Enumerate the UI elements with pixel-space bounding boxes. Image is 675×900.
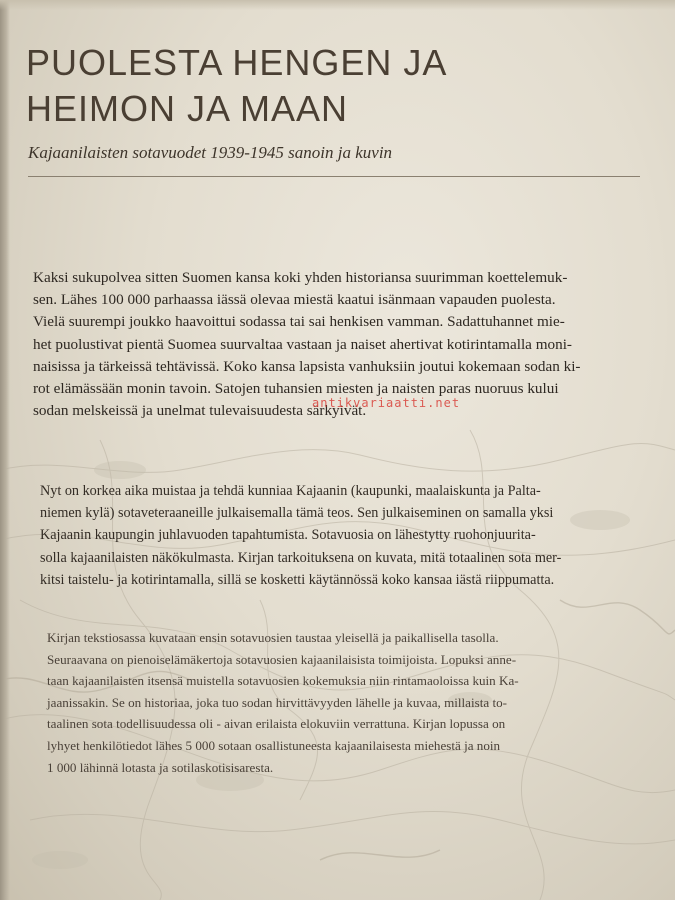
book-title-line: HEIMON JA MAAN [26,88,349,129]
text-line: taalinen sota todellisuudessa oli - aivan erilaista elokuviin verrattuna. Kirjan lopussa on [47,716,506,732]
text-line: Kajaanin kaupungin juhlavuoden tapahtumista. Sotavuosia on lähestytty ruohonjuurita- [40,527,536,544]
text-line: niemen kylä) sotaveteraaneille julkaisemalla tämä teos. Sen julkaiseminen on samalla yksi [40,505,554,522]
text-line: kitsi taistelu- ja kotirintamalla, sillä se kosketti käytännössä koko kansaa iästä riippumatta. [40,571,555,588]
text-line: Vielä suurempi joukko haavoittui sodassa tai sai henkisen vamman. Sadattuhannet mie- [33,313,565,331]
paragraph-1 [33,267,580,422]
text-line: taan kajaanilaisten itsensä muistella sotavuosien kokemuksia niin rintamaoloissa kuin Ka- [47,673,519,689]
text-line: solla kajaanilaisten näkökulmasta. Kirjan tarkoituksena on kuvata, mitä totaalinen sota mer- [40,549,562,566]
text-line: Seuraavana on pienoiselämäkertoja sotavuosien kajaanilaisista toimijoista. Lopuksi anne- [47,651,517,667]
text-line: naisissa ja tärkeissä tehtävissä. Koko kansa lapsista vanhuksiin joutui kokemaan sodan ki- [33,357,581,375]
text-line: jaanissakin. Se on historiaa, joka tuo sodan hirvittävyyden lähelle ja kuvaa, millaista to- [47,694,507,710]
book-subtitle: Kajaanilaisten sotavuodet 1939-1945 sanoin ja kuvin [28,143,393,162]
book-spine-shadow [0,0,10,900]
paragraph-2 [40,480,561,591]
text-line: het puolustivat pientä Suomea suurvaltaa vastaan ja naiset ahertivat kotirintamalla moni- [33,335,572,353]
text-line: lyhyet henkilötiedot lähes 5 000 sotaan osallistuneesta kajaanilaisesta miehestä ja noin [47,737,501,753]
text-line: sen. Lähes 100 000 parhaassa iässä olevaa miestä kaatui isänmaan vapauden puolesta. [33,291,556,309]
page-top-edge [0,0,675,10]
text-line: 1 000 lähinnä lotasta ja sotilaskotisisaresta. [47,759,274,775]
text-line: sodan melskeissä ja unelmat tulevaisuudesta särkyivät. [33,402,367,420]
watermark-text: antikvariaatti.net [312,396,461,410]
paragraph-3 [47,627,519,778]
title-divider [28,176,640,177]
text-line: rot elämässään monin tavoin. Satojen tuhansien miesten ja naisten paras nuoruus kului [33,380,559,398]
book-title-line: PUOLESTA HENGEN JA [26,42,448,83]
text-line: Nyt on korkea aika muistaa ja tehdä kunniaa Kajaanin (kaupunki, maalaiskunta ja Palta- [40,483,541,499]
text-line: Kirjan tekstiosassa kuvataan ensin sotavuosien taustaa yleisellä ja paikallisella tasolla. [47,630,499,645]
text-line: Kaksi sukupolvea sitten Suomen kansa koki yhden historiansa suurimman koettelemuk- [33,269,568,286]
book-title [26,40,447,132]
